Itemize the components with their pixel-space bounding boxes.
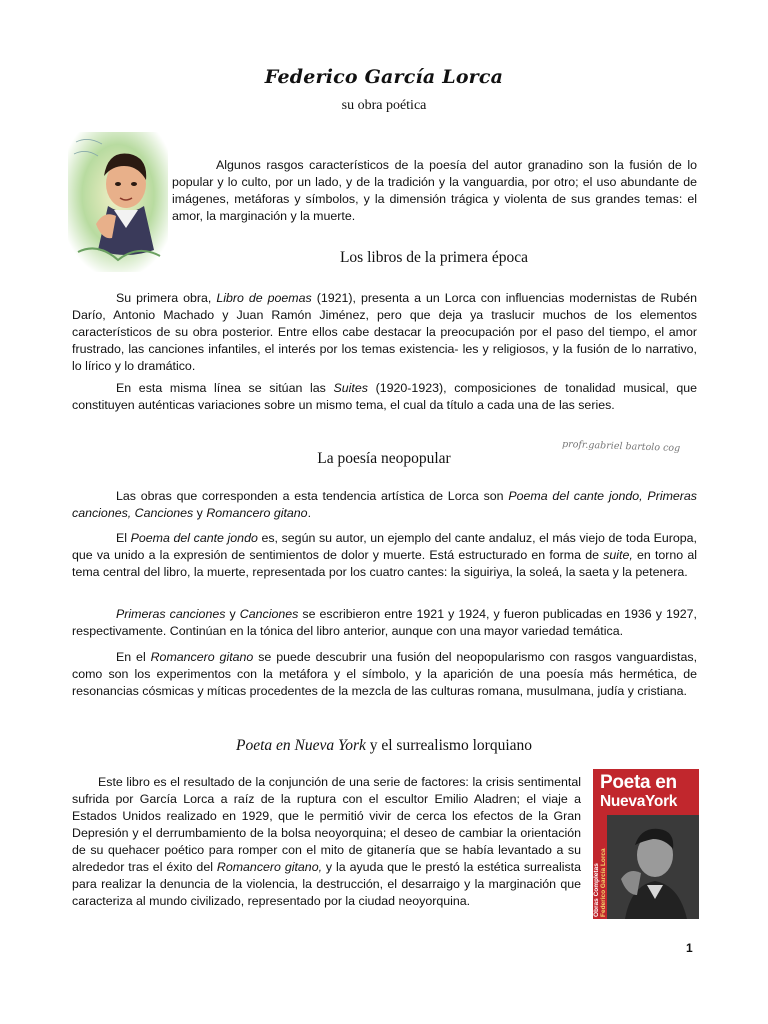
book-cover-image <box>593 769 699 919</box>
paragraph-romancero-gitano: En el Romancero gitano se puede descubrir una fusión del neopopularismo con rasgos vanguardistas, como son los experimentos con la metáfora y el símbolo, y la aparición de una poesía más hermética, de resonancias cósmicas y míticas procedentes de la mezcla de las culturas romana, musulmana, judía y cristiana. <box>72 650 698 698</box>
paragraph-suites: En esta misma línea se sitúan las Suites (1920-1923), composiciones de tonalidad musical, que constituyen auténticas variaciones sobre un mismo tema, el cual da título a cada una de las series. <box>72 381 697 412</box>
page-number: 1 <box>686 941 693 955</box>
page-title: Federico García Lorca <box>264 66 504 88</box>
book-cover-title-line1: Poeta en <box>600 772 677 793</box>
section-heading-poeta-en-nueva-york: Poeta en Nueva York y el surrealismo lorquiano <box>235 737 533 754</box>
section-heading-poesia-neopopular: La poesía neopopular <box>317 450 451 467</box>
paragraph-poeta-en-nueva-york: Este libro es el resultado de la conjunción de una serie de factores: la crisis sentimental sufrida por García Lorca a raíz de la ruptura con el escultor Emilio Aladren; el viaje a Estados Unidos realizado en 1929, que le permitió vivir de cerca los efectos de la Gran Depresión y el derrumbamiento de la bolsa neoyorquina; el deseo de cambiar la orientación de su quehacer poético para romper con el mito de gitanería que se había levantado a su alrededor tras el éxito del Romancero gitano, y la ayuda que le prestó la estética surrealista para realizar la denuncia de la violencia, la destrucción, el desarraigo y la marginación que caracteriza al mundo civilizado, representado por la ciudad neoyorquina. <box>72 775 581 908</box>
paragraph-libro-de-poemas: Su primera obra, Libro de poemas (1921), presenta a un Lorca con influencias modernistas de Rubén Darío, Antonio Machado y Juan Ramón Jiménez, pero que deja ya traslucir muchos de los elementos característicos de su obra posterior. Entre ellos cabe destacar la preocupación por el paso del tiempo, el amor frustrado, las canciones infantiles, el interés por los temas existencia- les y religiosos, y la fusión de lo narrativo, lo lírico y lo dramático. <box>72 291 697 373</box>
paragraph-canciones: Primeras canciones y Canciones se escribieron entre 1921 y 1924, y fueron publicadas en 1936 y 1927, respectivamente. Continúan en la tónica del libro anterior, aunque con una mayor variedad temática. <box>72 607 697 638</box>
intro-paragraph: Algunos rasgos característicos de la poesía del autor granadino son la fusión de lo popular y lo culto, por un lado, y de la tradición y la vanguardia, por otro; el uso abundante de imágenes, metáforas y símbolos, y la dimensión trágica y violenta de sus grandes temas: el amor, la marginación y la muerte. <box>172 158 697 223</box>
paragraph-obras-neopopulares: Las obras que corresponden a esta tendencia artística de Lorca son Poema del cante jondo, Primeras canciones, Canciones y Romancero gitano. <box>72 489 697 520</box>
book-cover-photo <box>607 815 699 919</box>
book-cover-title-line2: NuevaYork <box>600 793 678 810</box>
section-heading-primera-epoca: Los libros de la primera época <box>339 249 529 266</box>
author-signature: profr.gabriel bartolo cog <box>561 438 681 455</box>
book-cover-author: Federico García Lorca <box>600 848 607 917</box>
book-cover-series: Obras Completas <box>593 863 600 917</box>
paragraph-cante-jondo: El Poema del cante jondo es, según su autor, un ejemplo del cante andaluz, el más viejo de toda Europa, que va unido a la expresión de sentimientos de dolor y muerte. Está estructurado en forma de suite, en torno al tema central del libro, la muerte, representada por los cuatro cantes: la siguiriya, la soleá, la saeta y la petenera. <box>72 531 698 579</box>
page-subtitle: su obra poética <box>341 98 427 113</box>
